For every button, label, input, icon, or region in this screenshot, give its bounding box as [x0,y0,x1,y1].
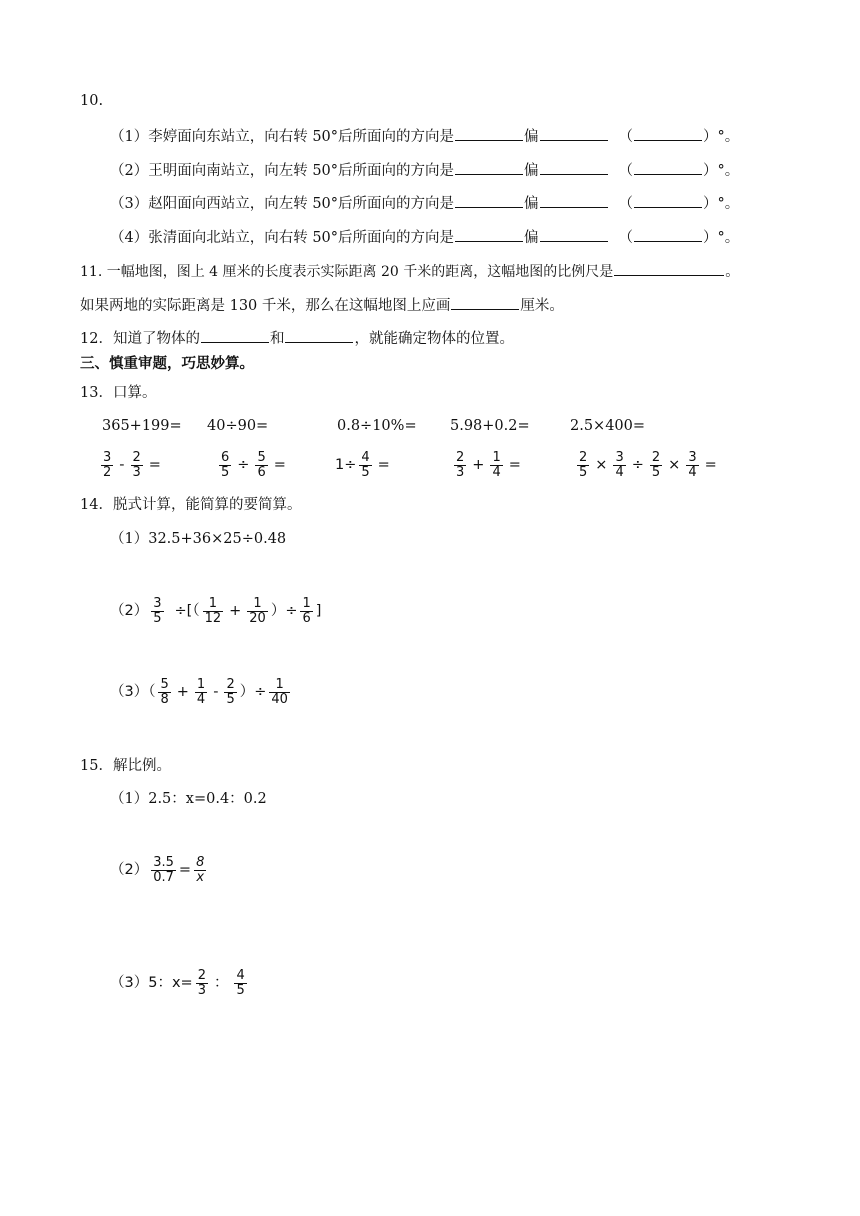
item-open: （ [618,129,634,145]
answer-blank[interactable] [634,194,702,208]
q15-part-2: （2） $\frac{3.5}{0.7}$ = $\frac{8}{x}$ [110,855,205,885]
oral-calc-10: $\frac{2}{5}$ × $\frac{3}{4}$ ÷ $\frac{2}{5}$ × $\frac{3}{4}$ = [579,450,717,480]
q13-title: 13．口算。 [80,385,157,401]
oral-calc-5: 2.5×400= [570,418,646,434]
q11-line-1 [80,262,739,279]
fraction: $\frac{2}{3}$ [132,450,141,480]
item-close: ）°。 [703,196,740,212]
fraction: $\frac{3}{4}$ [688,450,697,480]
q11-text: 如果两地的实际距离是 130 千米，那么在这幅地图上应画 [80,298,451,314]
item-mid: 偏 [524,129,539,145]
fraction: $\frac{1}{4}$ [196,677,206,707]
q15-part-3: （3）5：x= $\frac{2}{3}$ ： $\frac{4}{5}$ [110,968,245,998]
fraction: $\frac{4}{5}$ [236,968,245,998]
q12-mid: 和 [269,331,285,347]
q14-part-2: （2） $\frac{3}{5}$ ÷[（ $\frac{1}{12}$ + $\frac{1}{20}$ ）÷ $\frac{1}{6}$ ] [110,596,322,626]
fraction: $\frac{3}{5}$ [153,596,162,626]
q14-title: 14．脱式计算，能简算的要简算。 [80,497,302,513]
q10-number: 10. [80,93,104,109]
q11-text: 11. 一幅地图，图上 4 厘米的长度表示实际距离 20 千米的距离，这幅地图的比例尺是 [80,264,614,280]
q10-item-4 [110,228,739,246]
item-prefix: （1）李婷面向东站立，向右转 50°后所面向的方向是 [110,129,455,145]
answer-blank[interactable] [455,228,523,242]
item-mid: 偏 [524,230,539,246]
answer-blank[interactable] [201,329,269,343]
fraction: $\frac{5}{8}$ [160,677,169,707]
fraction: $\frac{1}{40}$ [271,677,288,707]
fraction: $\frac{2}{5}$ [226,677,235,707]
fraction: $\frac{2}{3}$ [456,450,465,480]
item-open: （ [618,230,634,246]
q12-suffix: ，就能确定物体的位置。 [354,331,514,347]
q10-item-1 [110,127,739,145]
item-close: ）°。 [703,129,740,145]
oral-calc-8: 1÷ $\frac{4}{5}$ = [335,450,390,480]
answer-blank[interactable] [540,194,608,208]
answer-blank[interactable] [634,228,702,242]
q10-item-3 [110,194,739,212]
answer-blank[interactable] [540,228,608,242]
q15-title: 15．解比例。 [80,758,171,774]
answer-blank[interactable] [634,161,702,175]
answer-blank[interactable] [285,329,353,343]
fraction: $\frac{3}{2}$ [103,450,112,480]
section-heading: 三、慎重审题，巧思妙算。 [80,356,254,372]
item-mid: 偏 [524,196,539,212]
item-open: （ [618,163,634,179]
item-prefix: （3）赵阳面向西站立，向左转 50°后所面向的方向是 [110,196,455,212]
answer-blank[interactable] [455,194,523,208]
q12-prefix: 12．知道了物体的 [80,331,200,347]
q11-suffix: 。 [725,264,740,280]
item-close: ）°。 [703,163,740,179]
oral-calc-4: 5.98+0.2= [450,418,530,434]
item-mid: 偏 [524,163,539,179]
fraction: $\frac{2}{5}$ [579,450,588,480]
fraction: $\frac{8}{x}$ [196,855,205,885]
fraction: $\frac{2}{5}$ [651,450,661,480]
oral-calc-2: 40÷90= [207,418,269,434]
fraction: $\frac{5}{6}$ [257,450,266,480]
oral-calc-9: $\frac{2}{3}$ + $\frac{1}{4}$ = [456,450,521,480]
oral-calc-1: 365+199= [102,418,182,434]
answer-blank[interactable] [634,127,702,141]
q14-part-1: （1）32.5+36×25÷0.48 [110,531,287,547]
fraction: $\frac{3.5}{0.7}$ [153,855,174,885]
item-prefix: （2）王明面向南站立，向左转 50°后所面向的方向是 [110,163,455,179]
q15-part-1: （1）2.5：x=0.4：0.2 [110,791,267,807]
oral-calc-6: $\frac{3}{2}$ - $\frac{2}{3}$ = [103,450,161,480]
item-prefix: （4）张清面向北站立，向右转 50°后所面向的方向是 [110,230,455,246]
q10-item-2 [110,161,739,179]
item-close: ）°。 [703,230,740,246]
q12-line [80,329,514,347]
answer-blank[interactable] [451,296,519,310]
q11-line-2 [80,296,564,314]
fraction: $\frac{1}{12}$ [204,596,222,626]
fraction: $\frac{1}{4}$ [492,450,501,480]
answer-blank[interactable] [614,262,724,276]
oral-calc-7: $\frac{6}{5}$ ÷ $\frac{5}{6}$ = [221,450,286,480]
fraction: $\frac{1}{6}$ [302,596,311,626]
fraction: $\frac{3}{4}$ [615,450,624,480]
answer-blank[interactable] [455,161,523,175]
answer-blank[interactable] [455,127,523,141]
fraction: $\frac{2}{3}$ [197,968,206,998]
q11-suffix: 厘米。 [520,298,564,314]
fraction: $\frac{6}{5}$ [221,450,230,480]
fraction: $\frac{4}{5}$ [361,450,370,480]
fraction: $\frac{1}{20}$ [249,596,266,626]
answer-blank[interactable] [540,161,608,175]
item-open: （ [618,196,634,212]
q14-part-3: （3）（ $\frac{5}{8}$ + $\frac{1}{4}$ - $\frac{2}{5}$ ）÷ $\frac{1}{40}$ [110,677,288,707]
oral-calc-3: 0.8÷10%= [337,418,417,434]
answer-blank[interactable] [540,127,608,141]
